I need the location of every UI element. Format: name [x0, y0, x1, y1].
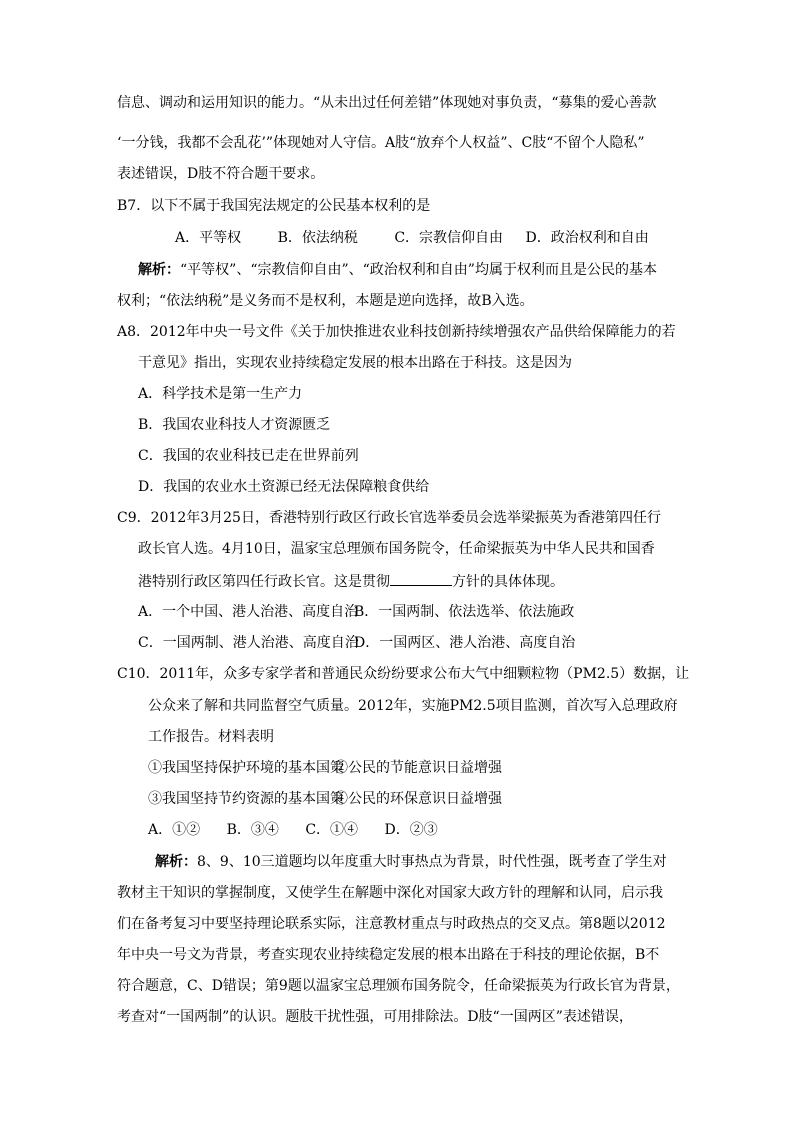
question-9-stem: C9．2012年3月25日，香港特别行政区行政长官选举委员会选举梁振英为香港第四任行 [117, 510, 661, 526]
question-7-options [175, 229, 649, 247]
statement-item: ④公民的环保意识日益增强 [334, 791, 502, 807]
question-8-stem: 干意见》指出，实现农业持续稳定发展的根本出路在于科技。这是因为 [138, 355, 572, 371]
statement-item: ①我国坚持保护环境的基本国策 [148, 760, 344, 776]
option: C．我国的农业科技已走在世界前列 [138, 448, 359, 464]
text-line: 权利；“依法纳税”是义务而不是权利，本题是逆向选择，故B入选。 [117, 293, 534, 309]
option: B．我国农业科技人才资源匮乏 [138, 417, 331, 433]
question-10-stem: C10．2011年，众多专家学者和普通民众纷纷要求公布大气中细颗粒物（PM2.5）数据，让 [117, 666, 690, 682]
question-10-analysis [155, 853, 667, 871]
option: C．宗教信仰自由 [394, 230, 504, 246]
option: D．我国的农业水土资源已经无法保障粮食供给 [138, 479, 430, 495]
analysis-label: 解析： [155, 854, 197, 870]
text-line: 信息、调动和运用知识的能力。“从未出过任何差错”体现她对事负责，“募集的爱心善款 [117, 95, 657, 111]
option: A．科学技术是第一生产力 [138, 386, 303, 402]
question-10-stem: 工作报告。材料表明 [148, 729, 274, 745]
option: D．②③ [384, 822, 438, 838]
option: B．一国两制、依法选举、依法施政 [354, 604, 575, 620]
text-line: 年中央一号文为背景，考查实现农业持续稳定发展的根本出路在于科技的理论依据，B不 [117, 947, 660, 963]
text-line: 们在备考复习中要坚持理论联系实际，注意教材重点与时政热点的交叉点。第8题以2012 [117, 916, 666, 932]
question-7-stem: B7．以下不属于我国宪法规定的公民基本权利的是 [117, 198, 431, 214]
option: A．一个中国、港人治港、高度自治 [138, 604, 359, 620]
statement-item: ③我国坚持节约资源的基本国策 [148, 791, 344, 807]
question-9-stem: 政长官人选。4月10日，温家宝总理颁布国务院令，任命梁振英为中华人民共和国香 [138, 541, 655, 557]
statement-item: ②公民的节能意识日益增强 [334, 760, 502, 776]
option: D．一国两区、港人治港、高度自治 [354, 635, 576, 651]
text-line: 符合题意，C、D错误；第9题以温家宝总理颁布国务院令，任命梁振英为行政长官为背景， [117, 978, 680, 994]
option: B．依法纳税 [277, 230, 358, 246]
analysis-text: “平等权”、“宗教信仰自由”、“政治权利和自由”均属于权利而且是公民的基本 [180, 262, 657, 278]
analysis-text: 8、9、10三道题均以年度重大时事热点为背景，时代性强，既考查了学生对 [197, 854, 667, 870]
option: C．一国两制、港人治港、高度自治 [138, 635, 359, 651]
option: D．政治权利和自由 [525, 230, 649, 246]
question-8-stem: A8．2012年中央一号文件《关于加快推进农业科技创新持续增强农产品供给保障能力的若 [117, 324, 676, 340]
text-line: ‘一分钱，我都不会乱花’”体现她对人守信。A肢“放弃个人权益”、C肢“不留个人隐私” [117, 135, 645, 151]
option: A．平等权 [175, 230, 242, 246]
stem-text: 港特别行政区第四任行政长官。这是贯彻 [138, 574, 390, 590]
text-line: 教材主干知识的掌握制度，又使学生在解题中深化对国家大政方针的理解和认同，启示我 [117, 885, 663, 901]
question-10-options [148, 821, 438, 839]
analysis-label: 解析： [138, 262, 180, 278]
fill-blank [390, 572, 452, 586]
question-10-stem: 公众来了解和共同监督空气质量。2012年，实施PM2.5项目监测，首次写入总理政府 [148, 698, 678, 714]
option: C．①④ [305, 822, 359, 838]
question-9-stem [138, 572, 564, 590]
text-line: 表述错误，D肢不符合题干要求。 [117, 166, 325, 182]
text-line: 考查对“一国两制”的认识。题肢干扰性强，可用排除法。D肢“一国两区”表述错误， [117, 1009, 633, 1025]
option: A．①② [148, 822, 201, 838]
question-7-analysis [138, 261, 657, 279]
option: B．③④ [226, 822, 279, 838]
stem-text: 方针的具体体现。 [452, 574, 564, 590]
